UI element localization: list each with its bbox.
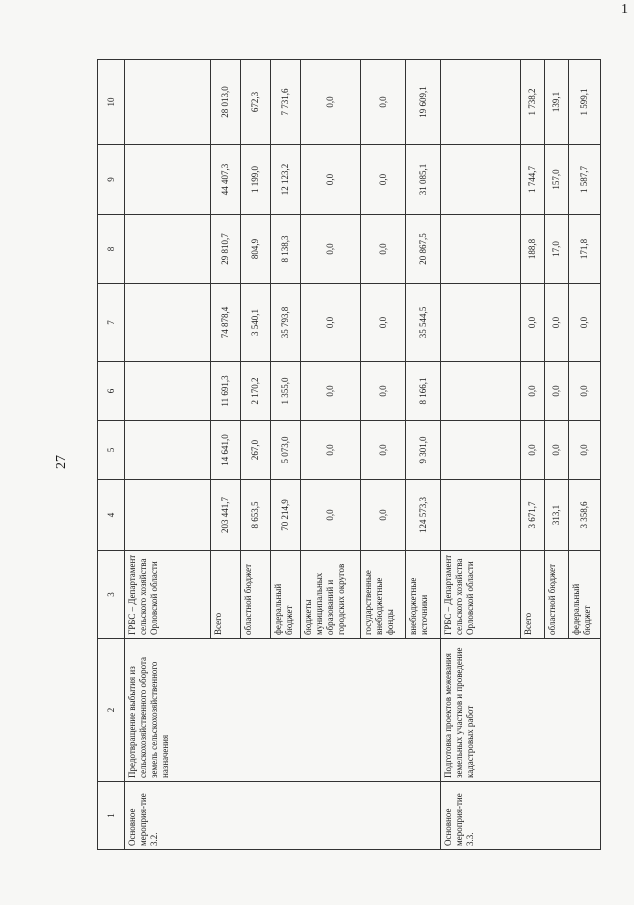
value-cell: 313,1 <box>545 480 569 551</box>
value-cell: 35 544,5 <box>406 284 441 362</box>
value-cell: 0,0 <box>301 421 361 480</box>
value-cell: 29 810,7 <box>211 215 241 284</box>
source-cell: внебюджетные источники <box>406 551 441 639</box>
value-cell: 19 609,1 <box>406 60 441 145</box>
value-cell: 0,0 <box>361 60 406 145</box>
value-cell: 0,0 <box>545 421 569 480</box>
value-cell: 28 013,0 <box>211 60 241 145</box>
value-cell: 0,0 <box>569 421 601 480</box>
source-cell: областной бюджет <box>545 551 569 639</box>
document-page <box>97 60 592 850</box>
value-cell: 0,0 <box>301 60 361 145</box>
value-cell: 20 867,5 <box>406 215 441 284</box>
header-col-9: 9 <box>98 145 125 215</box>
value-cell: 0,0 <box>301 480 361 551</box>
value-cell: 0,0 <box>361 480 406 551</box>
value-cell: 0,0 <box>361 145 406 215</box>
header-col-8: 8 <box>98 215 125 284</box>
value-cell: 0,0 <box>361 421 406 480</box>
value-cell: 9 301,0 <box>406 421 441 480</box>
value-cell: 3 358,6 <box>569 480 601 551</box>
value-cell: 0,0 <box>521 362 545 421</box>
header-col-5: 5 <box>98 421 125 480</box>
value-cell: 124 573,3 <box>406 480 441 551</box>
value-cell: 70 214,9 <box>271 480 301 551</box>
header-col-7: 7 <box>98 284 125 362</box>
budget-table <box>97 59 601 850</box>
header-col-2: 2 <box>98 639 125 782</box>
value-cell: 0,0 <box>545 284 569 362</box>
value-cell: 0,0 <box>569 362 601 421</box>
value-cell: 203 441,7 <box>211 480 241 551</box>
value-cell: 267,0 <box>241 421 271 480</box>
source-cell: Всего <box>211 551 241 639</box>
value-cell: 0,0 <box>521 421 545 480</box>
value-cell: 17,0 <box>545 215 569 284</box>
source-cell: государственные внебюджетные фонды <box>361 551 406 639</box>
value-cell: 74 878,4 <box>211 284 241 362</box>
value-cell: 157,0 <box>545 145 569 215</box>
value-cell: 8 138,3 <box>271 215 301 284</box>
value-cell: 35 793,8 <box>271 284 301 362</box>
grbs-cell: ГРБС – Департамент сельского хозяйства Орловской области <box>441 551 521 639</box>
value-cell: 0,0 <box>521 284 545 362</box>
value-cell: 3 671,7 <box>521 480 545 551</box>
value-cell: 1 599,1 <box>569 60 601 145</box>
value-cell: 1 738,2 <box>521 60 545 145</box>
header-col-10: 10 <box>98 60 125 145</box>
measure-label: Основное мероприя-тие 3.2. <box>125 782 441 850</box>
value-cell: 0,0 <box>301 145 361 215</box>
header-col-4: 4 <box>98 480 125 551</box>
source-cell: федеральный бюджет <box>569 551 601 639</box>
table-row <box>125 60 211 850</box>
value-cell: 14 641,0 <box>211 421 241 480</box>
value-cell: 12 123,2 <box>271 145 301 215</box>
value-cell: 1 744,7 <box>521 145 545 215</box>
corner-mark: 1 <box>621 2 628 17</box>
header-col-3: 3 <box>98 551 125 639</box>
header-row <box>98 60 125 850</box>
value-cell: 0,0 <box>301 362 361 421</box>
value-cell: 188,8 <box>521 215 545 284</box>
value-cell: 0,0 <box>361 215 406 284</box>
measure-name: Предотвращение выбытия из сельскохозяйственного оборота земель сельскохозяйственного назначения <box>125 639 441 782</box>
value-cell: 139,1 <box>545 60 569 145</box>
source-cell: бюджеты муниципальных образований и городских округов <box>301 551 361 639</box>
value-cell: 171,8 <box>569 215 601 284</box>
value-cell: 804,9 <box>241 215 271 284</box>
value-cell: 3 540,1 <box>241 284 271 362</box>
page-number: 27 <box>54 455 69 469</box>
value-cell: 0,0 <box>361 362 406 421</box>
source-cell: областной бюджет <box>241 551 271 639</box>
value-cell: 11 691,3 <box>211 362 241 421</box>
value-cell: 0,0 <box>301 284 361 362</box>
value-cell: 0,0 <box>569 284 601 362</box>
table-row <box>441 60 521 850</box>
value-cell: 672,3 <box>241 60 271 145</box>
source-cell: федеральный бюджет <box>271 551 301 639</box>
value-cell: 8 166,1 <box>406 362 441 421</box>
grbs-cell: ГРБС – Департамент сельского хозяйства Орловской области <box>125 551 211 639</box>
value-cell: 7 731,6 <box>271 60 301 145</box>
value-cell: 8 653,5 <box>241 480 271 551</box>
value-cell: 0,0 <box>301 215 361 284</box>
measure-name: Подготовка проектов межевания земельных участков и проведение кадастровых работ <box>441 639 601 782</box>
source-cell: Всего <box>521 551 545 639</box>
value-cell: 1 199,0 <box>241 145 271 215</box>
value-cell: 0,0 <box>361 284 406 362</box>
value-cell: 1 355,0 <box>271 362 301 421</box>
header-col-1: 1 <box>98 782 125 850</box>
value-cell: 31 085,1 <box>406 145 441 215</box>
value-cell: 2 170,2 <box>241 362 271 421</box>
value-cell: 0,0 <box>545 362 569 421</box>
value-cell: 1 587,7 <box>569 145 601 215</box>
value-cell: 5 073,0 <box>271 421 301 480</box>
header-col-6: 6 <box>98 362 125 421</box>
measure-label: Основное мероприя-тие 3.3. <box>441 782 601 850</box>
value-cell: 44 407,3 <box>211 145 241 215</box>
rotated-table-container <box>97 60 592 850</box>
